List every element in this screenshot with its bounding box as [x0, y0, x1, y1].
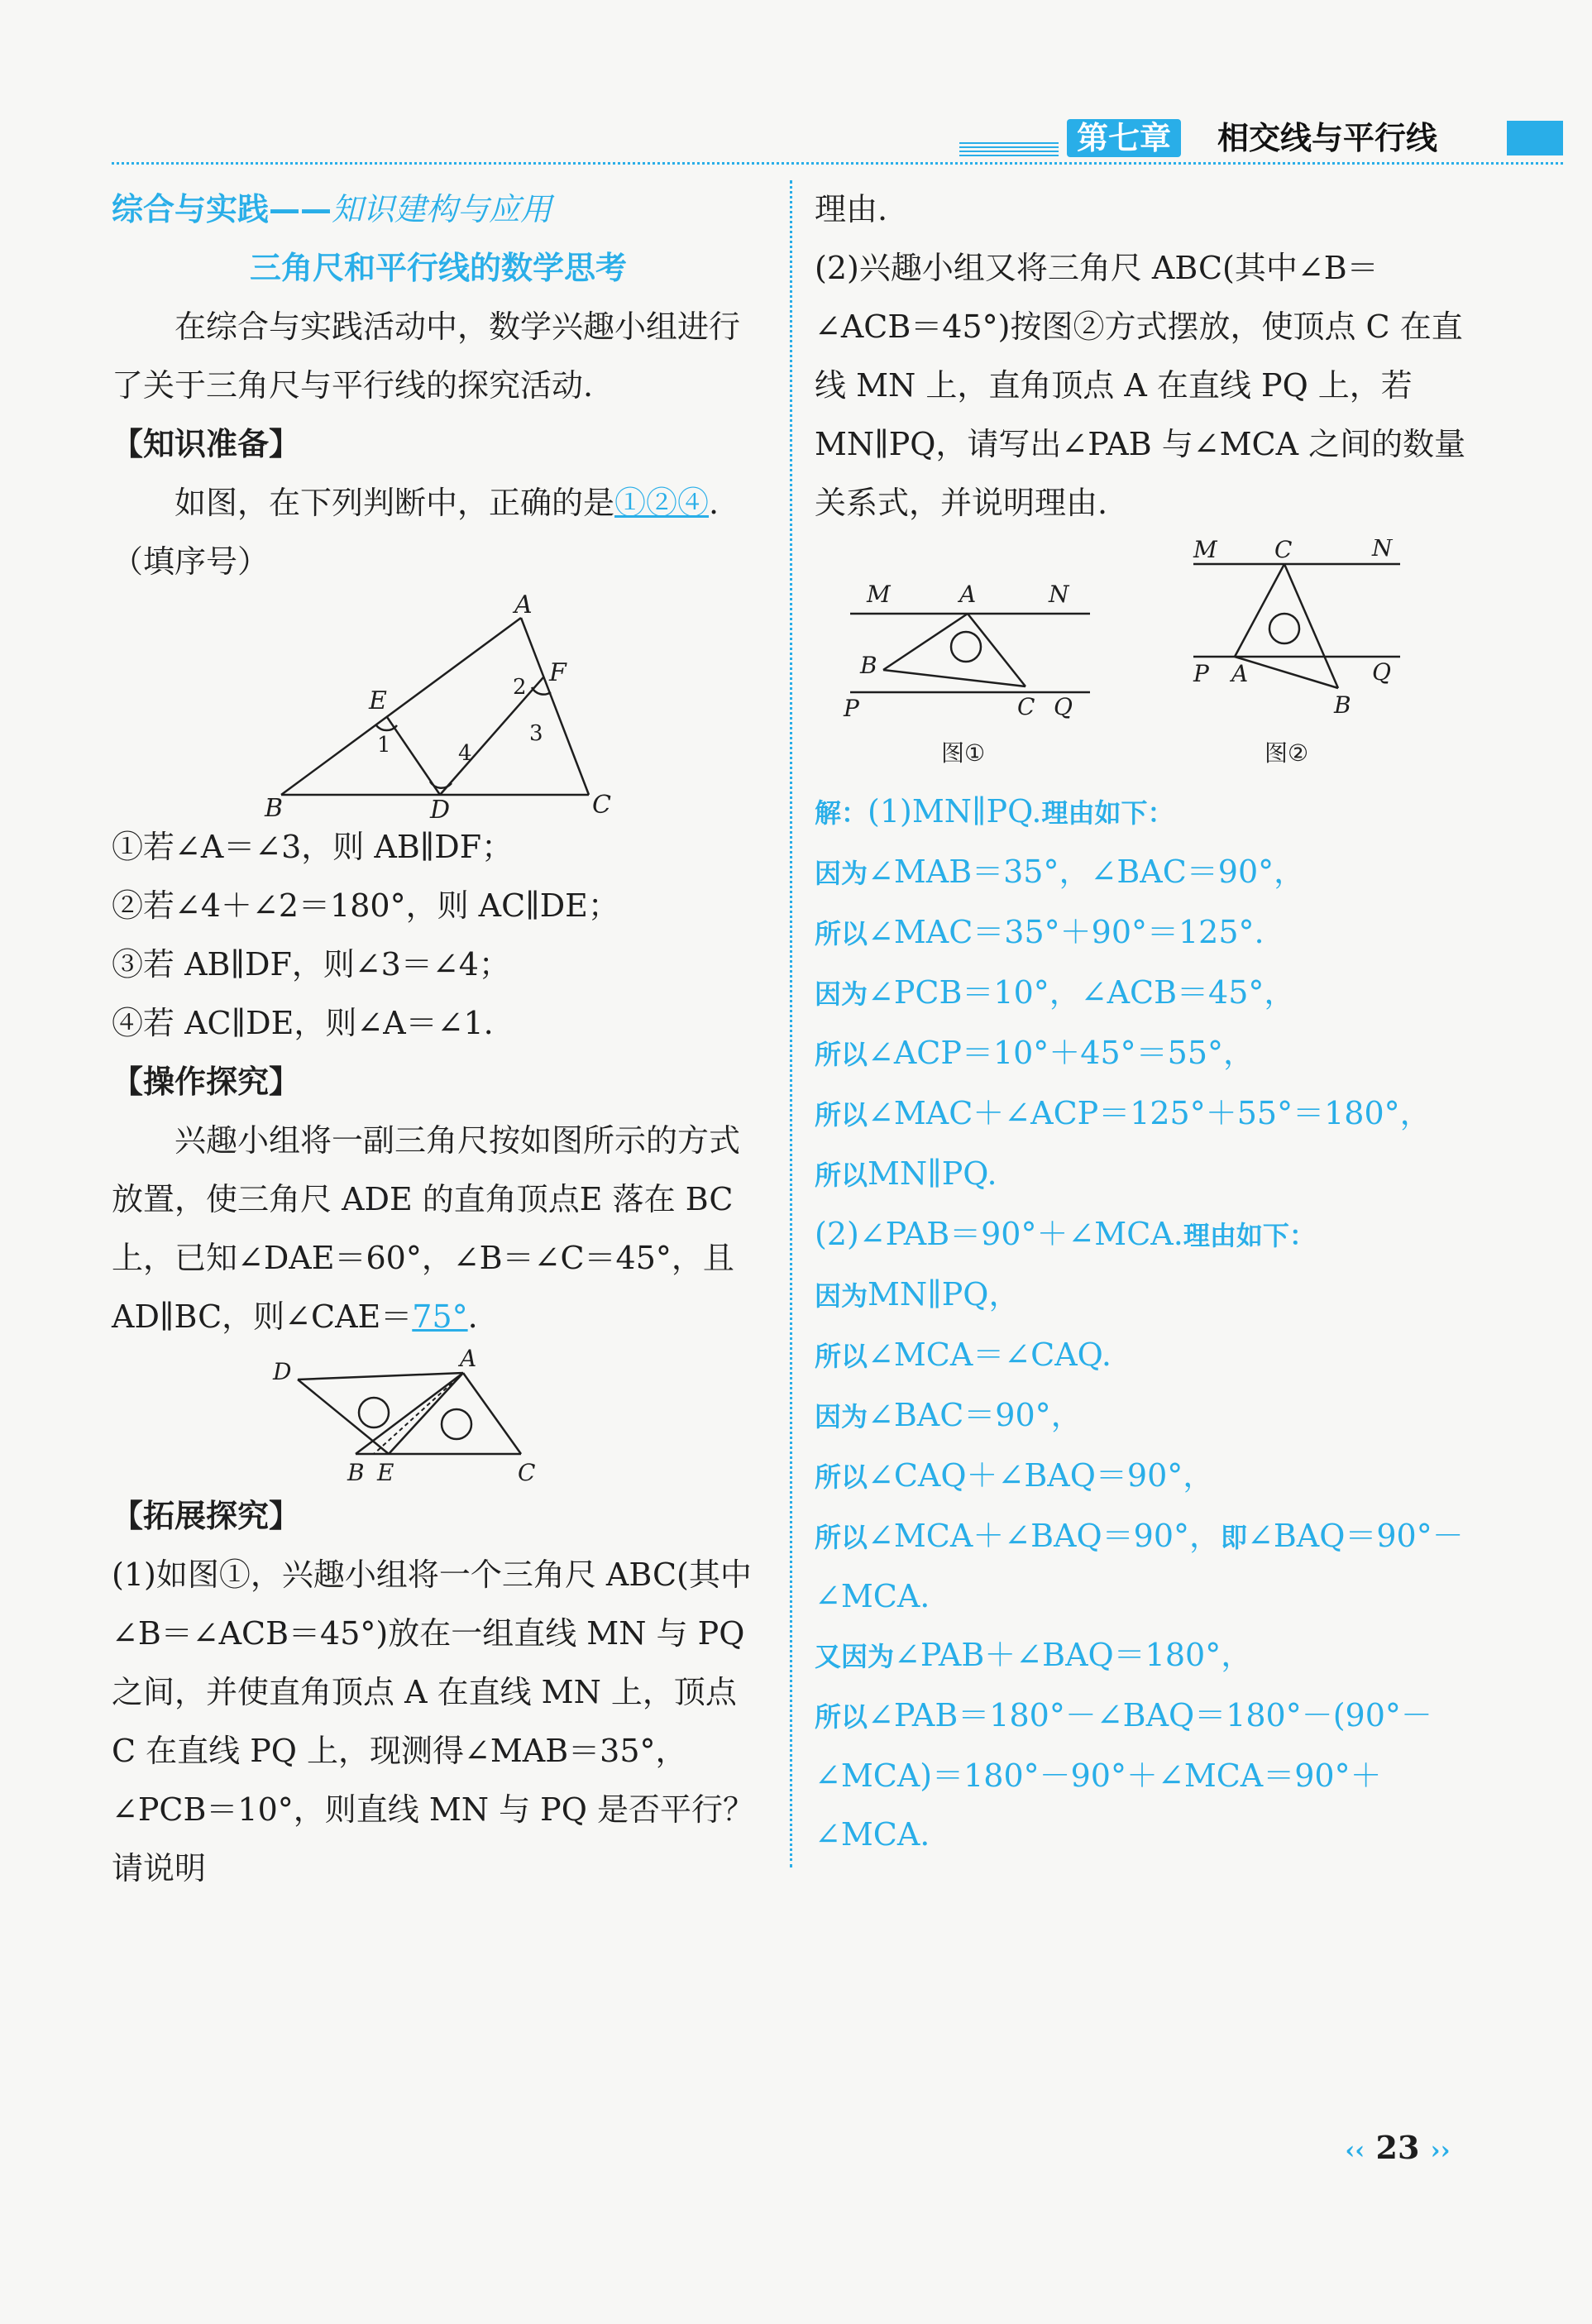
solution-line: 因为∠MAB＝35°，∠BAC＝90°， [815, 854, 1306, 890]
solution-line: 所以MN∥PQ. [815, 1155, 997, 1192]
fig1-label-a: A [514, 595, 533, 619]
fig2-label-d: D [273, 1358, 292, 1385]
figb-label-c: C [1274, 539, 1292, 563]
right-column [815, 180, 1468, 1864]
operation-paragraph: 兴趣小组将一副三角尺按如图所示的方式放置，使三角尺 ADE 的直角顶点E 落在 BC 上，已知∠DAE＝60°，∠B＝∠C＝45°，且 AD∥BC，则∠CAE＝75°. [112, 1122, 741, 1335]
option-1: ①若∠A＝∠3，则 AB∥DF； [112, 829, 514, 865]
solution [815, 782, 1468, 1864]
solution-line: 因为MN∥PQ， [815, 1276, 1021, 1313]
figb-label-a: A [1231, 660, 1248, 687]
figa-label-p: P [843, 695, 859, 722]
figa-label-c: C [1016, 693, 1035, 720]
answer-blank-cae: 75° [412, 1298, 468, 1335]
figa-label-n: N [1048, 581, 1069, 608]
figb-label-n: N [1371, 539, 1392, 562]
solution-line: 所以∠PAB＝180°－∠BAQ＝180°－(90°－∠MCA)＝180°－90°＋∠MCA＝90°＋∠MCA. [815, 1697, 1432, 1853]
fig2-label-a: A [460, 1346, 477, 1372]
solution-line: 所以∠MAC＝35°＋90°＝125°. [815, 914, 1265, 950]
solution-line: (2)∠PAB＝90°＋∠MCA.理由如下： [815, 1216, 1316, 1252]
chapter-header [910, 114, 1563, 164]
solution-line: 因为∠PCB＝10°，∠ACB＝45°， [815, 974, 1296, 1011]
fig1-label-d: D [430, 796, 451, 818]
solution-line: 所以∠ACP＝10°＋45°＝55°， [815, 1035, 1255, 1071]
fig1-label-e: E [369, 686, 387, 715]
solution-line: 所以∠MCA＝∠CAQ. [815, 1337, 1112, 1373]
solution-line: 解：(1)MN∥PQ.理由如下： [815, 793, 1174, 830]
page-number: ‹‹ 23 ›› [1345, 2129, 1451, 2166]
figb-label-b: B [1333, 691, 1351, 719]
figa-caption: 图① [940, 739, 985, 767]
intro-paragraph: 在综合与实践活动中，数学兴趣小组进行了关于三角尺与平行线的探究活动. [112, 308, 741, 404]
fig1-angle-4: 4 [458, 741, 472, 766]
fig1-angle-2: 2 [513, 675, 527, 700]
solution-line: 所以∠MCA＋∠BAQ＝90°，即∠BAQ＝90°－∠MCA. [815, 1518, 1464, 1614]
option-2: ②若∠4＋∠2＝180°，则 AC∥DE； [112, 887, 619, 924]
header-band [1507, 121, 1563, 155]
section-heading: 综合与实践——知识建构与应用 [112, 191, 552, 227]
header-stripes [959, 142, 1059, 157]
figure-triangle-abc [207, 595, 670, 818]
fig1-label-f: F [549, 658, 567, 687]
figa-label-q: Q [1053, 693, 1073, 720]
option-3: ③若 AB∥DF，则∠3＝∠4； [112, 946, 510, 983]
fig1-label-c: C [592, 791, 611, 818]
solution-line: 所以∠MAC＋∠ACP＝125°＋55°＝180°， [815, 1095, 1432, 1131]
figb-label-q: Q [1371, 658, 1391, 686]
figa-label-b: B [859, 652, 877, 679]
chapter-title: 相交线与平行线 [1217, 120, 1438, 156]
answer-blank: ①②④ [614, 485, 710, 521]
figb-label-p: P [1193, 660, 1209, 687]
solution-line: 所以∠CAQ＋∠BAQ＝90°， [815, 1457, 1215, 1494]
knowledge-question: 如图，在下列判断中，正确的是①②④.（填序号） [112, 485, 720, 580]
figb-label-m: M [1193, 539, 1217, 563]
chapter-label: 第七章 [1067, 119, 1181, 157]
figb-caption: 图② [1264, 739, 1308, 767]
operation-heading: 【操作探究】 [112, 1064, 301, 1100]
figure-1 [842, 539, 1123, 779]
figure-2 [1177, 539, 1441, 779]
column-divider [790, 180, 792, 1867]
figure-row [815, 539, 1468, 779]
header-divider [112, 162, 1563, 165]
fig1-angle-1: 1 [377, 733, 391, 758]
knowledge-heading: 【知识准备】 [112, 426, 301, 462]
figure-set-squares [265, 1346, 612, 1487]
fig2-label-b: B [347, 1459, 365, 1486]
solution-line: 因为∠BAC＝90°， [815, 1397, 1083, 1433]
fig2-label-e: E [377, 1459, 394, 1486]
fig1-angle-3: 3 [529, 721, 543, 746]
fig1-label-b: B [265, 794, 284, 818]
option-4: ④若 AC∥DE，则∠A＝∠1. [112, 1005, 494, 1041]
fig2-label-c: C [518, 1459, 536, 1486]
question-1-end: 理由. [815, 191, 888, 227]
figa-label-a: A [959, 581, 976, 608]
figa-label-m: M [866, 581, 891, 608]
left-column [112, 180, 765, 1898]
extension-question-2: (2)兴趣小组又将三角尺 ABC(其中∠B＝∠ACB＝45°)按图②方式摆放，使顶点 C 在直线 MN 上，直角顶点 A 在直线 PQ 上，若 MN∥PQ，请写出∠PAB 与∠MCA 之间的数量关系式，并说明理由. [815, 250, 1466, 521]
solution-line: 又因为∠PAB＋∠BAQ＝180°， [815, 1637, 1253, 1673]
extension-heading: 【拓展探究】 [112, 1498, 301, 1534]
extension-question-1: (1)如图①，兴趣小组将一个三角尺 ABC(其中∠B＝∠ACB＝45°)放在一组直线 MN 与 PQ 之间，并使直角顶点 A 在直线 MN 上，顶点 C 在直线 PQ 上，现测得∠MAB＝35°，∠PCB＝10°，则直线 MN 与 PQ 是否平行？请说明 [112, 1557, 754, 1886]
topic-title: 三角尺和平行线的数学思考 [249, 250, 627, 286]
